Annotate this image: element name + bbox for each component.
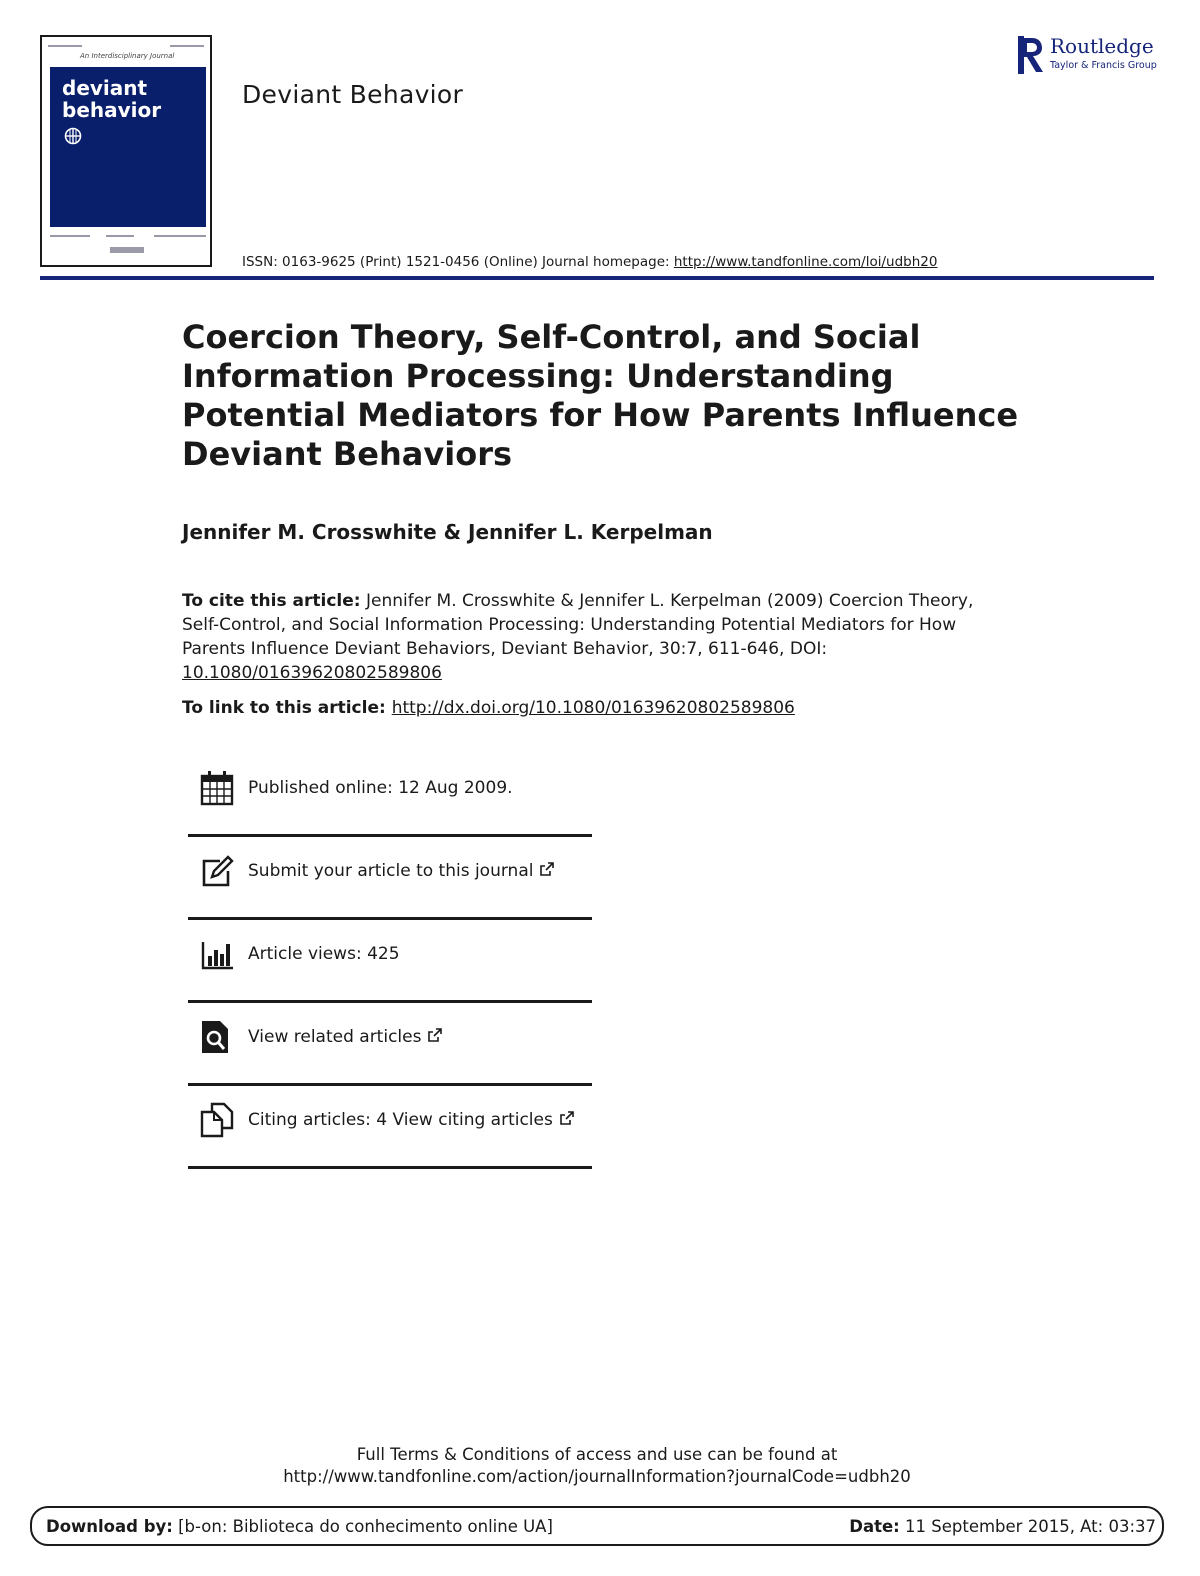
search-document-icon — [200, 1019, 234, 1055]
article-metadata-list — [188, 754, 592, 1169]
cover-rule — [50, 235, 90, 237]
related-articles-row[interactable] — [188, 1003, 592, 1086]
cover-header — [48, 43, 204, 65]
download-value: [b-on: Biblioteca do conhecimento online UA] — [172, 1517, 553, 1536]
external-link-icon — [539, 861, 555, 877]
download-date — [849, 1517, 1156, 1536]
cover-title-line2: behavior — [62, 98, 162, 122]
citing-articles-row[interactable] — [188, 1086, 592, 1169]
published-online-row — [188, 754, 592, 837]
journal-cover-image — [40, 35, 212, 267]
related-articles-text: View related articles — [248, 1027, 422, 1047]
header-divider — [40, 276, 1154, 280]
published-online-text: Published online: 12 Aug 2009. — [248, 778, 513, 798]
submit-article-row[interactable] — [188, 837, 592, 920]
journal-homepage-link[interactable]: http://www.tandfonline.com/loi/udbh20 — [673, 254, 938, 270]
citation-block — [182, 589, 1002, 685]
cover-rule — [170, 45, 204, 47]
routledge-logo-icon — [1016, 34, 1046, 76]
article-views-text: Article views: 425 — [248, 944, 400, 964]
article-views-row — [188, 920, 592, 1003]
cover-kicker: An Interdisciplinary Journal — [80, 52, 175, 60]
copy-documents-icon — [200, 1102, 234, 1138]
bar-chart-icon — [200, 936, 234, 972]
citing-articles-link[interactable] — [248, 1110, 575, 1130]
date-label: Date: — [849, 1517, 900, 1536]
download-label: Download by: — [46, 1517, 173, 1536]
cover-rule — [106, 235, 134, 237]
cover-title — [62, 77, 161, 121]
cover-publisher-mark — [110, 247, 144, 253]
cite-text: Jennifer M. Crosswhite & Jennifer L. Kerpelman (2009) Coercion Theory, Self-Control, and Social Information Processing: Understanding Potential Mediators for How Parents Influence Deviant Behaviors, Deviant Behavior, 30:7, 611-646, DOI: — [182, 591, 974, 659]
download-by — [46, 1517, 553, 1536]
article-authors: Jennifer M. Crosswhite & Jennifer L. Kerpelman — [182, 520, 713, 544]
submit-article-link[interactable] — [248, 861, 555, 881]
cover-footer — [50, 233, 206, 261]
cover-rule — [48, 45, 82, 47]
link-label: To link to this article: — [182, 698, 392, 718]
citing-articles-text: Citing articles: 4 View citing articles — [248, 1110, 553, 1130]
calendar-icon — [200, 770, 234, 806]
external-link-icon — [427, 1027, 443, 1043]
issn-text: ISSN: 0163-9625 (Print) 1521-0456 (Online) Journal homepage: — [242, 254, 674, 270]
date-value: 11 September 2015, At: 03:37 — [899, 1517, 1156, 1536]
issn-line — [242, 254, 937, 270]
edit-icon — [200, 853, 234, 889]
cover-title-line1: deviant — [62, 76, 148, 100]
cover-rule — [154, 235, 206, 237]
terms-notice — [0, 1444, 1194, 1488]
cite-label: To cite this article: — [182, 591, 361, 611]
terms-line-1: Full Terms & Conditions of access and use can be found at — [356, 1445, 838, 1464]
journal-title: Deviant Behavior — [242, 80, 464, 109]
download-info-bar — [30, 1506, 1164, 1546]
publisher-logo — [1016, 34, 1156, 76]
external-link-icon — [559, 1110, 575, 1126]
submit-article-text: Submit your article to this journal — [248, 861, 534, 881]
article-title: Coercion Theory, Self-Control, and Social Information Processing: Understanding Potential Mediators for How Parents Influence Deviant Behaviors — [182, 318, 1019, 473]
globe-icon — [64, 127, 82, 145]
article-link-line — [182, 698, 795, 718]
publisher-name: Routledge — [1050, 34, 1154, 58]
cover-panel — [50, 67, 206, 227]
article-doi-link[interactable]: http://dx.doi.org/10.1080/01639620802589806 — [391, 698, 795, 718]
cite-doi-link[interactable]: 10.1080/01639620802589806 — [182, 663, 442, 683]
terms-url[interactable]: http://www.tandfonline.com/action/journalInformation?journalCode=udbh20 — [283, 1467, 911, 1486]
publisher-subtitle: Taylor & Francis Group — [1050, 60, 1157, 71]
related-articles-link[interactable] — [248, 1027, 443, 1047]
